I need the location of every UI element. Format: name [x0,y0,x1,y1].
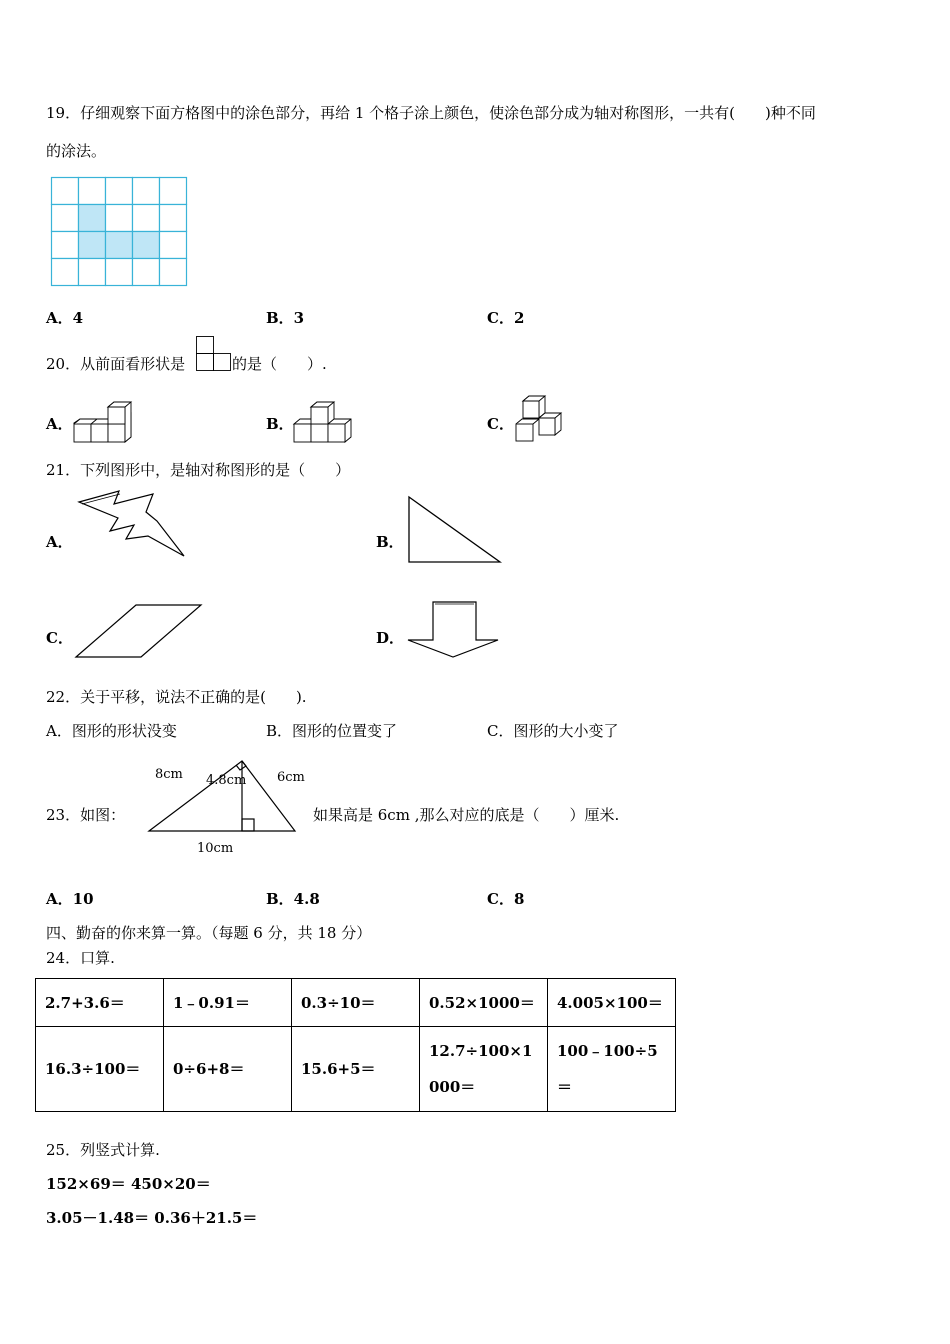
grid-cell-shaded[interactable] [79,232,106,259]
grid-cell-shaded[interactable] [133,232,160,259]
q20-option-b-cubes[interactable] [293,401,353,443]
grid-cell[interactable] [79,178,106,205]
q23-stem-after: 如果高是 6cm ,那么对应的底是（ ）厘米. [313,806,620,824]
calc-cell: 16.3÷100＝ [36,1027,164,1112]
q19-grid-figure [51,177,187,286]
q21-parallelogram-shape[interactable] [74,603,204,659]
q23-label-base: 10cm [197,841,234,856]
q23-label-right: 6cm [277,770,305,785]
grid-cell[interactable] [52,178,79,205]
q23-label-height: 4.8cm [206,773,247,788]
q19-option-b[interactable]: B．3 [266,309,305,327]
grid-cell-shaded[interactable] [79,205,106,232]
q24-mental-math-table [35,978,676,1112]
grid-cell[interactable] [160,178,187,205]
q21-stem: 21．下列图形中，是轴对称图形的是（ ） [46,461,351,479]
grid-cell-shaded[interactable] [106,232,133,259]
q22-option-a[interactable]: A．图形的形状没变 [46,722,177,740]
q19-stem-line2: 的涂法。 [46,142,107,160]
q23-option-b[interactable]: B．4.8 [266,890,320,908]
q24-stem: 24．口算. [46,949,115,967]
q22-option-c[interactable]: C．图形的大小变了 [487,722,619,740]
calc-cell: 100﹣100÷5＝ [548,1027,676,1112]
calc-cell: 0÷6+8＝ [164,1027,292,1112]
q22-option-b[interactable]: B．图形的位置变了 [266,722,398,740]
grid-cell[interactable] [133,259,160,286]
grid-cell[interactable] [52,232,79,259]
q22-stem: 22．关于平移，说法不正确的是( ). [46,688,307,706]
calc-cell: 4.005×100＝ [548,979,676,1027]
calc-cell: 0.3÷10＝ [292,979,420,1027]
q20-option-a-cubes[interactable] [73,401,133,443]
calc-cell: 15.6+5＝ [292,1027,420,1112]
calc-cell: 1﹣0.91＝ [164,979,292,1027]
q19-stem-line1: 19．仔细观察下面方格图中的涂色部分，再给 1 个格子涂上颜色，使涂色部分成为轴对称图形，一共有( )种不同 [46,104,816,122]
grid-cell[interactable] [106,259,133,286]
grid-cell[interactable] [133,205,160,232]
q20-option-c[interactable]: C． [487,415,514,433]
q23-option-a[interactable]: A．10 [46,890,94,908]
q21-option-a[interactable]: A． [46,533,73,551]
grid-cell[interactable] [52,205,79,232]
calc-cell: 0.52×1000＝ [420,979,548,1027]
q21-right-triangle-shape[interactable] [406,495,504,565]
grid-cell[interactable] [160,232,187,259]
grid-cell[interactable] [133,178,160,205]
grid-cell[interactable] [52,259,79,286]
q20-stem-after: 的是（ ）. [232,355,327,373]
q20-front-view-figure [196,336,231,372]
q21-lightning-shape[interactable] [76,490,186,560]
q21-option-d[interactable]: D． [376,629,405,647]
q21-option-c[interactable]: C． [46,629,73,647]
q19-option-c[interactable]: C．2 [487,309,525,327]
q19-option-a[interactable]: A．4 [46,309,84,327]
grid-cell[interactable] [106,205,133,232]
q25-stem: 25．列竖式计算. [46,1141,160,1159]
q20-stem-before: 20．从前面看形状是 [46,355,186,373]
grid-cell[interactable] [79,259,106,286]
q20-option-c-cubes[interactable] [515,395,565,443]
table-row [36,979,676,1027]
grid-cell[interactable] [160,205,187,232]
q21-option-b[interactable]: B． [376,533,404,551]
q25-line1: 152×69＝ 450×20＝ [46,1175,211,1193]
calc-cell: 2.7+3.6＝ [36,979,164,1027]
q20-option-b[interactable]: B． [266,415,294,433]
q20-option-a[interactable]: A． [46,415,73,433]
q21-down-arrow-shape[interactable] [405,600,501,660]
q23-label-left: 8cm [155,767,183,782]
q23-triangle-figure [145,757,315,857]
section4-title: 四、勤奋的你来算一算。（每题 6 分，共 18 分） [46,924,372,942]
grid-cell[interactable] [106,178,133,205]
q25-line2: 3.05－1.48＝ 0.36＋21.5＝ [46,1209,258,1227]
q23-label: 23．如图： [46,806,126,824]
q23-option-c[interactable]: C．8 [487,890,525,908]
table-row [36,1027,676,1112]
grid-cell[interactable] [160,259,187,286]
calc-cell: 12.7÷100×1000＝ [420,1027,548,1112]
